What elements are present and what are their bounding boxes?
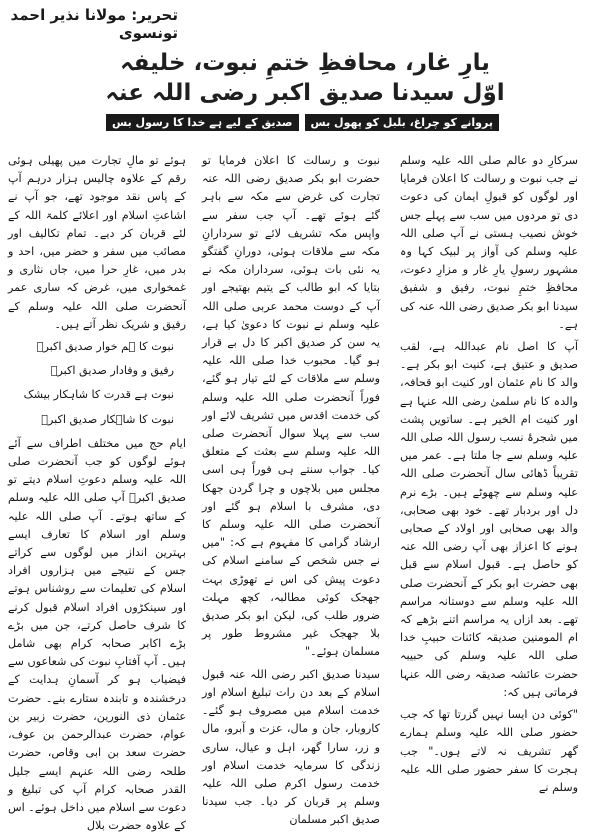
poem-line: نبوت کا ہم خوار صدیق اکبرؓ	[36, 340, 174, 354]
subheading-bar	[112, 112, 493, 132]
paragraph: سیدنا صدیق اکبر رضی اللہ عنہ قبول اسلام کے بعد دن رات تبلیغ اسلام اور خدمت اسلام میں مصروف ہو گئے۔ کاروبار، جان و مال، عزت و آبرو، مال و زر، سارا گھر، اہل و عیال، ساری زندگی کا سرمایہ خدمت اسلام اور خدمت رسول اکرم صلی اللہ علیہ وسلم پر قربان کر دیا۔ جب سیدنا صدیق اکبر مسلمان	[202, 667, 380, 827]
paragraph: "کوئی دن ایسا نہیں گزرتا تھا کہ جب حضور صلی اللہ علیہ وسلم ہمارے گھر تشریف نہ لاتے ہوں۔" جب ہجرت کا سفر حضور صلی اللہ علیہ وسلم نے	[400, 708, 578, 794]
poem-line: رفیق و وفادار صدیق اکبرؓ	[50, 364, 174, 378]
paragraph: ایام حج میں مختلف اطراف سے آئے ہوئے لوگوں کو جب آنحضرت صلی اللہ علیہ وسلم دعوتِ اسلام دیتے تو صدیق اکبرؓ آپ صلی اللہ علیہ وسلم کے ساتھ ہوتے۔ آپ صلی اللہ علیہ وسلم اور اسلام کا تعارف ایسے بہترین انداز میں لوگوں سے کراتے جس کے نتیجے میں ہزاروں افراد اسلام کی تعلیمات سے روشناس ہوتے اور سینکڑوں افراد اسلام قبول کرنے کا شرف حاصل کرتے، جن میں بڑے بڑے اکابر صحابہ کرام بھی شامل ہیں۔ آپ آفتابِ نبوت کی شعاعوں سے فیضیاب ہو کر آسمانِ ہدایت کے درخشندہ و تابندہ ستارے بنے۔ حضرت عثمان ذی النورین، حضرت زبیر بن عوام، حضرت عبدالرحمن بن عوف، حضرت سعد بن ابی وقاص، حضرت طلحہ رضی اللہ عنہم ایسے جلیل القدر صحابہ کرام آپ کی تبلیغ و دعوت سے اسلام میں داخل ہوئے۔ اس کے علاوہ حضرت بلال	[7, 436, 186, 833]
column-left	[7, 152, 186, 833]
subheading-1: پروانے کو چراغ، بلبل کو پھول بس	[305, 114, 499, 131]
poem-verse	[8, 338, 186, 429]
column-middle	[202, 152, 380, 827]
paragraph: ہوئے تو مالِ تجارت میں پھیلی ہوئی رقم کے علاوہ چالیس ہزار درہم آپ کے پاس نقد موجود تھے، جو آپ نے اشاعتِ اسلام اور اعلائے کلمۃ اللہ کے لئے قربان کر دیے۔ تمام تکالیف اور مصائب میں سفر و حضر میں، احد و بدر میں، غارِ حرا میں، جاں نثاری و غمخواری میں، غرض کہ ساری عمر آنحضرت صلی اللہ علیہ وسلم کے رفیق و شریک نظر آتے ہیں۔	[8, 154, 186, 331]
poem-line: نبوت کا شاہکار صدیق اکبرؓ	[41, 412, 174, 426]
subheading-2: صدیق کے لیے ہے خدا کا رسول بس	[106, 114, 299, 131]
paragraph: نبوت و رسالت کا اعلان فرمایا تو حضرت ابو بکر صدیق رضی اللہ عنہ تجارت کی غرض سے مکہ سے باہر گئے ہوئے تھے۔ آپ جب سفر سے واپس مکہ تشریف لائے تو سردارانِ مکہ سے ملاقات ہوئی، دورانِ گفتگو یہ نئی بات ہوئی، سرداران مکہ نے بتایا کہ ابو طالب کے یتیم بھتیجے اور آپ کے دوست محمد عربی صلی اللہ علیہ وسلم نے نبوت کا دعویٰ کیا ہے، یہ سن کر صدیق اکبر کا دل بے قرار ہو گیا۔ محبوب خدا صلی اللہ علیہ وسلم سے ملاقات کے لئے تیار ہو گئے، فوراً آنحضرت صلی اللہ علیہ وسلم کی خدمت اقدس میں تشریف لائے اور سب سے پہلا سوال آنحضرت صلی اللہ علیہ وسلم سے بعثت کے متعلق کیا۔ جواب سنتے ہی فوراً ہی اسی مجلس میں بلاچوں و چرا گردن جھکا دی، مشرف با اسلام ہو گئے اور آنحضرت صلی اللہ علیہ وسلم کا ارشاد گرامی کا مفہوم ہے کہ: "میں نے جس شخص کے سامنے اسلام کی دعوت پیش کی اس نے تھوڑی بہت جھجک کوئی مطالبہ، کچھ مہلت ضرور طلب کی، لیکن ابو بکر صدیق بلا جھجک غیر مشروط طور پر مسلمان ہوئے۔"	[202, 154, 380, 659]
paragraph: آپ کا اصل نام عبداللہ ہے، لقب صدیق و عتیق ہے، کنیت ابو بکر ہے۔ والد کا نام عثمان اور کنیت ابو قحافہ، والدہ کا نام سلمیٰ رضی اللہ عنہا ہے اور کنیت ام الخیر ہے۔ ساتویں پشت میں شجرۂ نسب رسول اللہ صلی اللہ علیہ وسلم سے جا ملتا ہے۔ عمر میں تقریباً ڈھائی سال آنحضرت صلی اللہ علیہ وسلم سے چھوٹے ہیں۔ بڑے نرم دل اور بردبار تھے۔ خود بھی صحابی، والد بھی صحابی اور اولاد کے صحابی ہونے کا اعزاز بھی آپ رضی اللہ عنہ کو حاصل ہے۔ قبول اسلام سے قبل بھی حضرت ابو بکر کے آنحضرت صلی اللہ علیہ وسلم سے دوستانہ مراسم تھے۔ بعد ازاں یہ مراسم اتنے بڑھے کہ ام المومنین صدیقہ کائنات حبیبِ خدا صلی اللہ علیہ وسلم کی حبیبہ حضرت عائشہ صدیقہ رضی اللہ عنہا فرماتی ہیں کہ:	[400, 340, 578, 699]
author-byline: تحریر: مولانا نذیر احمد تونسوی	[10, 6, 178, 42]
paragraph: سرکارِ دو عالم صلی اللہ علیہ وسلم نے جب نبوت و رسالت کا اعلان فرمایا اور لوگوں کو قبولِ ایمان کی دعوت دی تو مردوں میں سب سے پہلے جس خوش نصیب ہستی نے آپ صلی اللہ علیہ وسلم کی آواز پر لبیک کہا وہ مشہور رسولِ یارِ غار و مزارِ دعوت، محافظِ ختمِ نبوت، رفیق و شفیق سیدنا ابو بکر صدیق رضی اللہ عنہ کی ہے۔	[400, 154, 578, 331]
poem-line: نبوت ہے قدرت کا شاہکار بیشک	[23, 388, 174, 402]
article-headline: یارِ غار، محافظِ ختمِ نبوت، خلیفہ اوّل سیدنا صدیق اکبر رضی اللہ عنہ	[105, 50, 505, 106]
column-right	[400, 152, 578, 794]
